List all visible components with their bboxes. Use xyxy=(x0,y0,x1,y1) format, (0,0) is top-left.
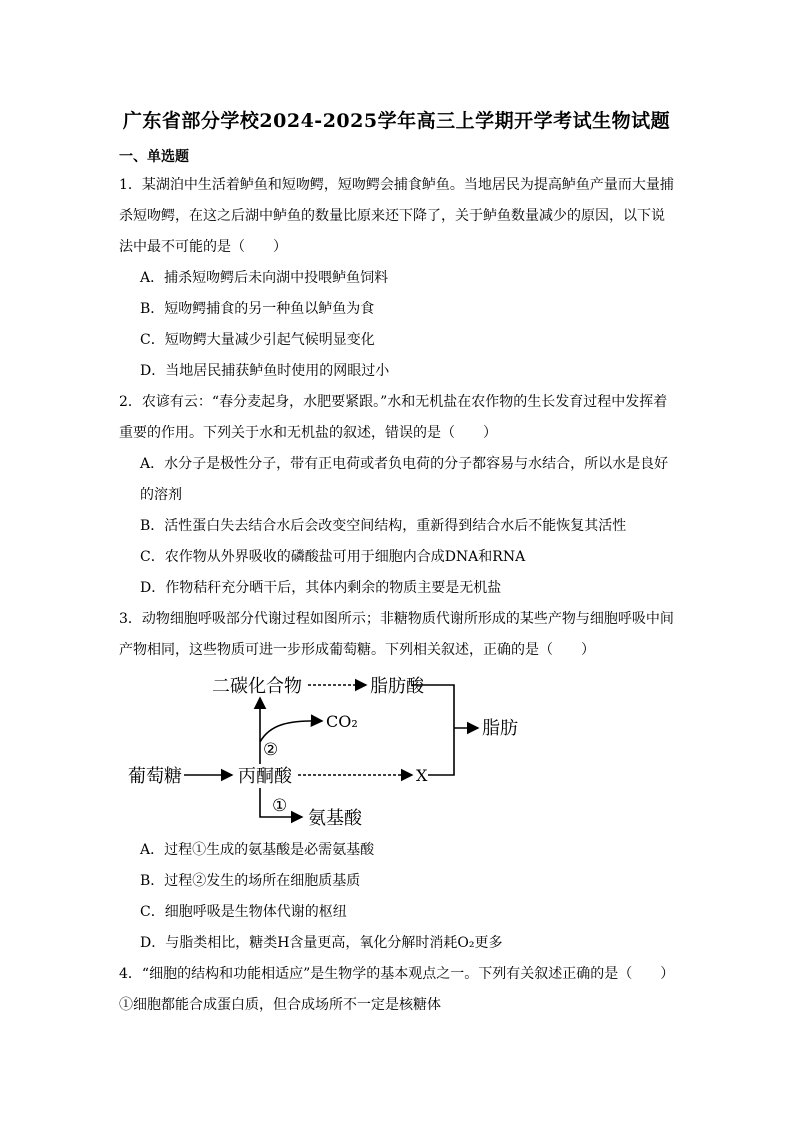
q1-stem-line3: 法中最不可能的是（ ） xyxy=(119,239,287,255)
q1-option-a: A．捕杀短吻鳄后未向湖中投喂鲈鱼饲料 xyxy=(140,270,389,286)
q3-option-b: B．过程②发生的场所在细胞质基质 xyxy=(140,873,361,889)
q4-item-1: ①细胞都能合成蛋白质，但合成场所不一定是核糖体 xyxy=(119,997,441,1013)
metabolism-diagram xyxy=(120,672,560,832)
q2-option-b: B．活性蛋白失去结合水后会改变空间结构，重新得到结合水后不能恢复其活性 xyxy=(140,518,627,534)
label-step2: ② xyxy=(263,740,279,760)
q1-stem-line1: 1．某湖泊中生活着鲈鱼和短吻鳄，短吻鳄会捕食鲈鱼。当地居民为提高鲈鱼产量而大量捕 xyxy=(119,177,674,193)
q2-option-c: C．农作物从外界吸收的磷酸盐可用于细胞内合成DNA和RNA xyxy=(140,549,526,565)
page-title: 广东省部分学校2024-2025学年高三上学期开学考试生物试题 xyxy=(122,110,671,132)
q1-option-d: D．当地居民捕获鲈鱼时使用的网眼过小 xyxy=(140,363,390,379)
q1-option-b: B．短吻鳄捕食的另一种鱼以鲈鱼为食 xyxy=(140,301,375,317)
label-amino-acid: 氨基酸 xyxy=(308,808,362,829)
q3-option-d: D．与脂类相比，糖类H含量更高，氧化分解时消耗O₂更多 xyxy=(140,935,503,951)
label-fatty-acid: 脂肪酸 xyxy=(370,676,424,697)
label-step1: ① xyxy=(272,796,288,816)
q2-stem-line1: 2．农谚有云：“春分麦起身，水肥要紧跟。”水和无机盐在农作物的生长发育过程中发挥着 xyxy=(119,394,668,410)
label-pyruvate: 丙酮酸 xyxy=(238,766,292,787)
bracket-to-fat xyxy=(412,685,454,775)
q3-stem-line1: 3．动物细胞呼吸部分代谢过程如图所示；非糖物质代谢所形成的某些产物与细胞呼吸中间 xyxy=(119,611,674,627)
q3-option-c: C．细胞呼吸是生物体代谢的枢纽 xyxy=(140,904,347,920)
q3-option-a: A．过程①生成的氨基酸是必需氨基酸 xyxy=(140,842,375,858)
q2-option-d: D．作物秸秆充分晒干后，其体内剩余的物质主要是无机盐 xyxy=(140,580,502,596)
label-co2: CO₂ xyxy=(326,712,358,731)
q1-stem-line2: 杀短吻鳄，在这之后湖中鲈鱼的数量比原来还下降了，关于鲈鱼数量减少的原因，以下说 xyxy=(119,208,665,224)
label-x: X xyxy=(416,766,428,785)
section-heading: 一、单选题 xyxy=(119,149,189,165)
arrow-to-co2 xyxy=(260,721,322,742)
q4-stem: 4．“细胞的结构和功能相适应”是生物学的基本观点之一。下列有关叙述正确的是（ ） xyxy=(119,966,675,982)
q1-option-c: C．短吻鳄大量减少引起气候明显变化 xyxy=(140,332,375,348)
label-two-carbon: 二碳化合物 xyxy=(212,676,302,697)
label-glucose: 葡萄糖 xyxy=(128,766,182,787)
q3-stem-line2: 产物相同，这些物质可进一步形成葡萄糖。下列相关叙述，正确的是（ ） xyxy=(119,642,595,658)
q2-option-a-line2: 的溶剂 xyxy=(140,487,182,503)
q2-option-a-line1: A．水分子是极性分子，带有正电荷或者负电荷的分子都容易与水结合，所以水是良好 xyxy=(140,456,669,472)
label-fat: 脂肪 xyxy=(482,718,518,739)
q2-stem-line2: 重要的作用。下列关于水和无机盐的叙述，错误的是（ ） xyxy=(119,425,497,441)
